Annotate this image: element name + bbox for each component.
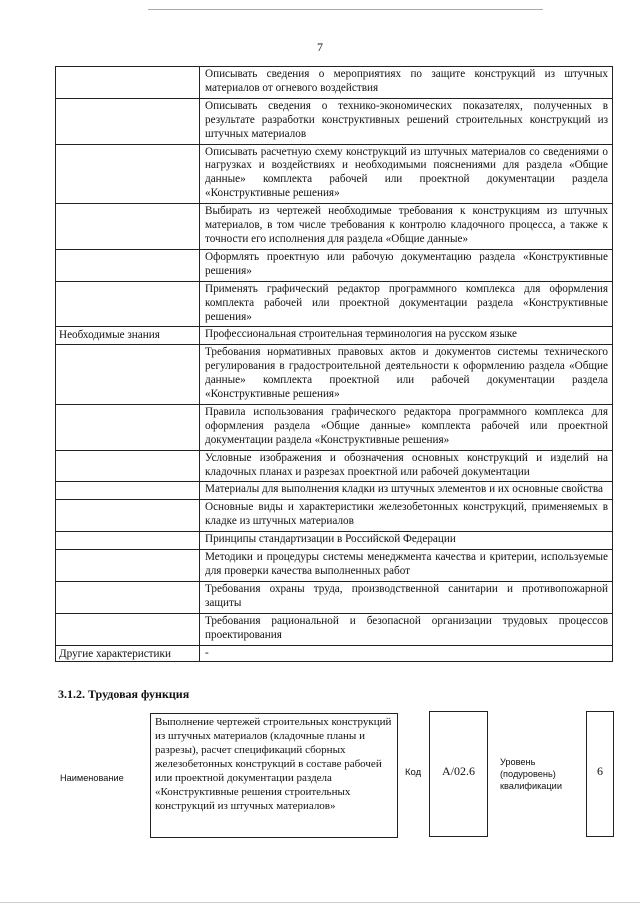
table-row <box>56 450 613 482</box>
row-text: Применять графический редактор программного комплекса для оформления комплекта рабочей или проектной документации раздела «Конструктивные решения» <box>200 281 613 327</box>
row-label <box>56 532 200 550</box>
row-text: Профессиональная строительная терминология на русском языке <box>200 327 613 345</box>
table-row <box>56 249 613 281</box>
row-text: Оформлять проектную или рабочую документацию раздела «Конструктивные решения» <box>200 249 613 281</box>
other-characteristics-value: - <box>200 645 613 662</box>
function-name-box: Выполнение чертежей строительных конструкций из штучных материалов (кладочные планы и разрезы), расчет спецификаций сборных железобетонных конструкций в составе рабочей или проектной документации раздела «Конструктивные решения строительных конструкций из штучных материалов» <box>150 713 398 838</box>
top-rule <box>148 9 543 10</box>
row-text: Требования охраны труда, производственной санитарии и противопожарной защиты <box>200 581 613 613</box>
table-row <box>56 67 613 99</box>
table-row <box>56 98 613 144</box>
row-text: Методики и процедуры системы менеджмента качества и критерии, используемые для проверки качества выполненных работ <box>200 550 613 582</box>
table-row <box>56 404 613 450</box>
row-text: Описывать сведения о технико-экономических показателях, полученных в результате разработки конструктивных решений строительных конструкций из штучных материалов <box>200 98 613 144</box>
code-label: Код <box>405 767 422 778</box>
row-label <box>56 345 200 405</box>
row-label <box>56 550 200 582</box>
table-row <box>56 204 613 250</box>
requirements-table <box>55 66 613 662</box>
row-label <box>56 281 200 327</box>
bottom-rule <box>0 902 640 903</box>
row-label <box>56 450 200 482</box>
table-row <box>56 581 613 613</box>
row-text: Основные виды и характеристики железобетонных конструкций, применяемых в кладке из штучных материалов <box>200 500 613 532</box>
table-row <box>56 613 613 645</box>
row-text: Принципы стандартизации в Российской Федерации <box>200 532 613 550</box>
qualification-level-box: 6 <box>586 711 614 837</box>
table-row-other <box>56 645 613 662</box>
row-label <box>56 613 200 645</box>
row-text: Требования рациональной и безопасной организации трудовых процессов проектирования <box>200 613 613 645</box>
table-row <box>56 327 613 345</box>
row-text: Условные изображения и обозначения основных конструкций и изделий на кладочных планах и разрезах проектной или рабочей документации <box>200 450 613 482</box>
row-label <box>56 204 200 250</box>
row-text: Правила использования графического редактора программного комплекса для оформления раздела «Общие данные» комплекта рабочей или проектной документации раздела «Конструктивные решения» <box>200 404 613 450</box>
table-row <box>56 281 613 327</box>
row-text: Описывать сведения о мероприятиях по защите конструкций из штучных материалов от огневого воздействия <box>200 67 613 99</box>
table-row <box>56 345 613 405</box>
row-label <box>56 144 200 204</box>
table-row <box>56 482 613 500</box>
row-text: Материалы для выполнения кладки из штучных элементов и их основные свойства <box>200 482 613 500</box>
requirements-body <box>56 67 613 662</box>
row-label <box>56 482 200 500</box>
row-text: Выбирать из чертежей необходимые требования к конструкциям из штучных материалов, в том числе требования к контролю кладочного процесса, а также к точности его исполнения для раздела «Общие данные» <box>200 204 613 250</box>
page-number: 7 <box>317 40 323 54</box>
row-label <box>56 98 200 144</box>
row-label <box>56 500 200 532</box>
row-label <box>56 581 200 613</box>
name-label: Наименование <box>60 773 124 783</box>
row-label <box>56 249 200 281</box>
row-text: Требования нормативных правовых актов и документов системы технического регулирования в градостроительной деятельности к оформлению раздела «Общие данные» комплекта проектной или рабочей документации раздела «Конструктивные решения» <box>200 345 613 405</box>
table-row <box>56 144 613 204</box>
table-row <box>56 500 613 532</box>
row-label <box>56 404 200 450</box>
qualification-level-label: Уровень (подуровень) квалификации <box>500 757 562 791</box>
other-characteristics-label: Другие характеристики <box>56 645 200 662</box>
table-row <box>56 532 613 550</box>
row-text: Описывать расчетную схему конструкций из штучных материалов со сведениями о нагрузках и воздействиях и необходимыми пояснениями для раздела «Общие данные» комплекта рабочей или проектной документации раздела «Конструктивные решения» <box>200 144 613 204</box>
table-row <box>56 550 613 582</box>
code-value-box: A/02.6 <box>429 711 488 837</box>
row-label <box>56 67 200 99</box>
section-title: 3.1.2. Трудовая функция <box>58 687 190 701</box>
required-knowledge-label: Необходимые знания <box>56 327 200 345</box>
